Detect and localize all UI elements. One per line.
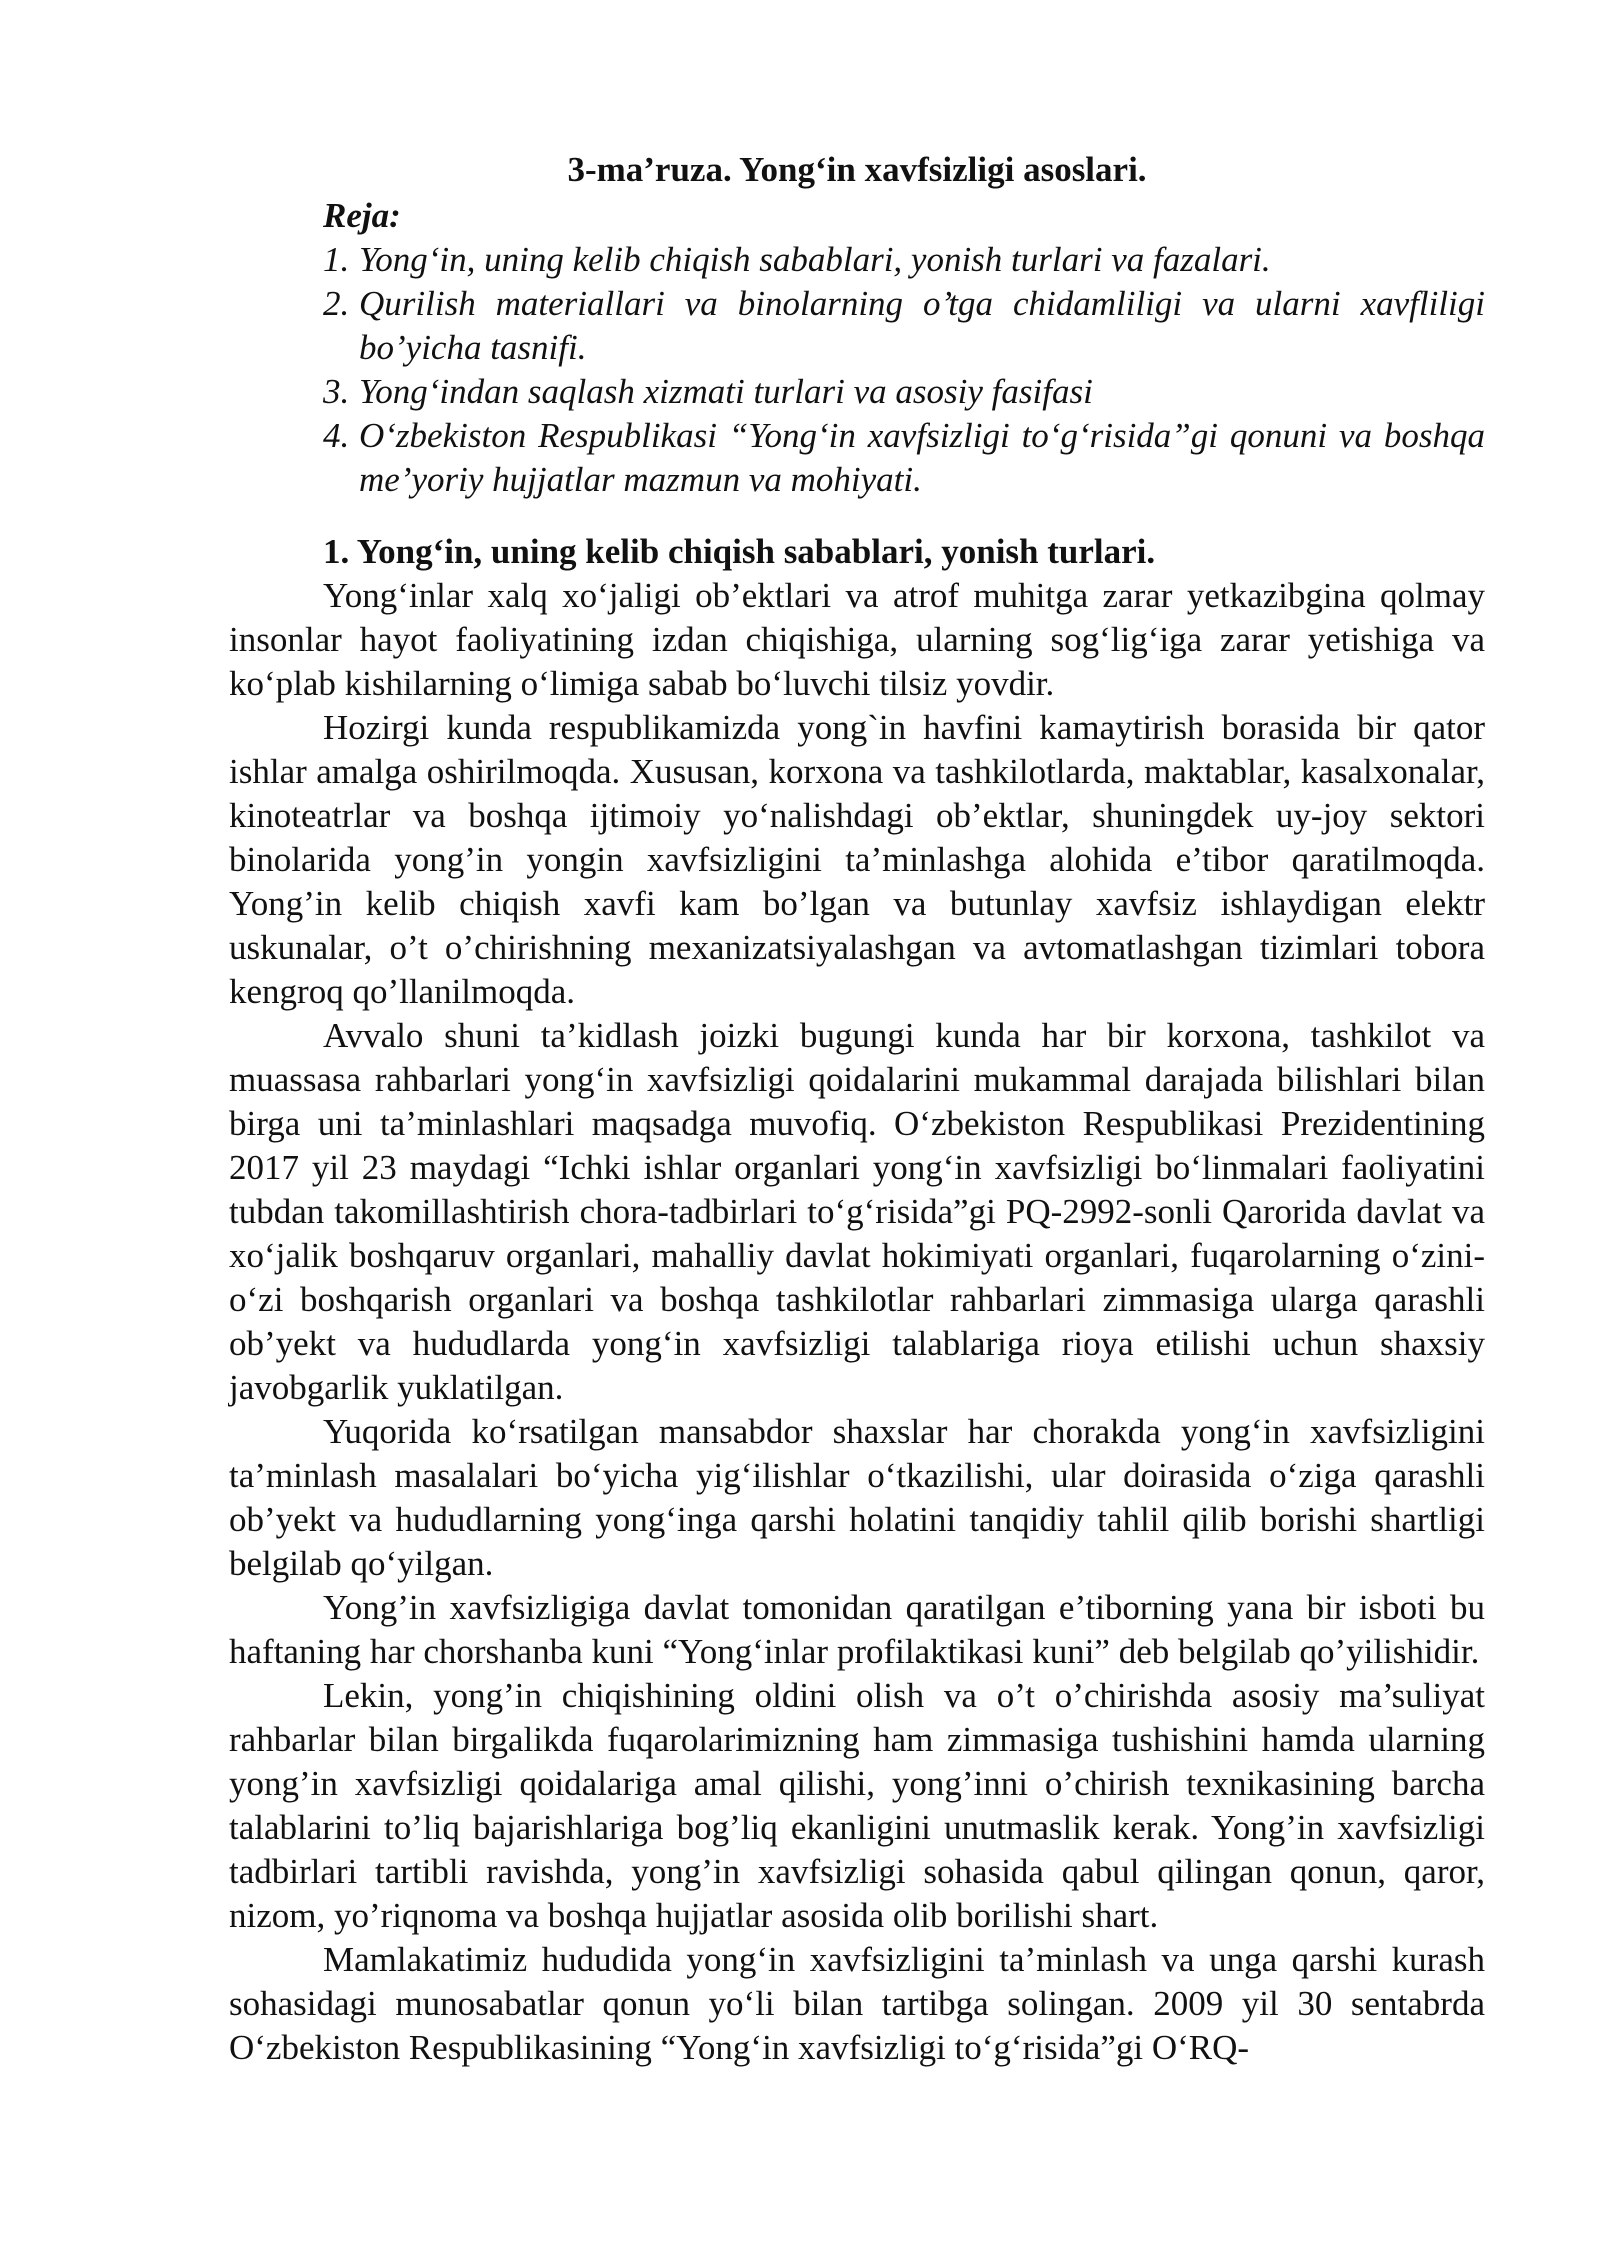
plan-item-text: Yong‘indan saqlash xizmati turlari va asosiy fasifasi bbox=[359, 372, 1093, 411]
body-paragraph: Yong’in xavfsizligiga davlat tomonidan qaratilgan e’tiborning yana bir isboti bu haftaning har chorshanba kuni “Yong‘inlar profilaktikasi kuni” deb belgilab qo’yilishidir. bbox=[229, 1588, 1485, 1671]
body-paragraph: Hozirgi kunda respublikamizda yong`in havfini kamaytirish borasida bir qator ishlar amalga oshirilmoqda. Xususan, korxona va tashkilotlarda, maktablar, kasalxonalar, kinoteatrlar va boshqa ijtimoiy yo‘nalishdagi ob’ektlar, shuningdek uy-joy sektori binolarida yong’in yongin xavfsizligini ta’minlashga alohida e’tibor qaratilmoqda. Yong’in kelib chiqish xavfi kam bo’lgan va butunlay xavfsiz ishlaydigan elektr uskunalar, o’t o’chirishning mexanizatsiyalashgan va avtomatlashgan tizimlari tobora kengroq qo’llanilmoqda. bbox=[229, 708, 1485, 1011]
body-paragraph: Yong‘inlar xalq xo‘jaligi ob’ektlari va atrof muhitga zarar yetkazibgina qolmay insonlar hayot faoliyatining izdan chiqishiga, ularning sog‘lig‘iga zarar yetishiga va ko‘plab kishilarning o‘limiga sabab bo‘luvchi tilsiz yovdir. bbox=[229, 576, 1485, 703]
plan-item bbox=[323, 282, 1485, 370]
plan-heading: Reja: bbox=[323, 196, 401, 235]
plan-item bbox=[323, 238, 1485, 282]
plan-item-text: Yong‘in, uning kelib chiqish sabablari, yonish turlari va fazalari. bbox=[359, 240, 1271, 279]
plan-item-number: 2. bbox=[323, 284, 350, 323]
plan-item-number: 1. bbox=[323, 240, 350, 279]
body-paragraph: Mamlakatimiz hududida yong‘in xavfsizligini ta’minlash va unga qarshi kurash sohasidagi munosabatlar qonun yo‘li bilan tartibga solingan. 2009 yil 30 sentabrda O‘zbekiston Respublikasining “Yong‘in xavfsizligi to‘g‘risida”gi O‘RQ- bbox=[229, 1940, 1485, 2067]
body-paragraph: Avvalo shuni ta’kidlash joizki bugungi kunda har bir korxona, tashkilot va muassasa rahbarlari yong‘in xavfsizligi qoidalarini mukammal darajada bilishlari bilan birga uni ta’minlashlari maqsadga muvofiq. O‘zbekiston Respublikasi Prezidentining 2017 yil 23 maydagi “Ichki ishlar organlari yong‘in xavfsizligi bo‘linmalari faoliyatini tubdan takomillashtirish chora-tadbirlari to‘g‘risida”gi PQ-2992-sonli Qarorida davlat va xo‘jalik boshqaruv organlari, mahalliy davlat hokimiyati organlari, fuqarolarning o‘zini-o‘zi boshqarish organlari va boshqa tashkilotlar rahbarlari zimmasiga ularga qarashli ob’yekt va hududlarda yong‘in xavfsizligi talablariga rioya etilishi uchun shaxsiy javobgarlik yuklatilgan. bbox=[229, 1016, 1485, 1407]
lecture-title: 3-ma’ruza. Yong‘in xavfsizligi asoslari. bbox=[567, 150, 1147, 189]
plan-item bbox=[323, 370, 1485, 414]
section-heading: 1. Yong‘in, uning kelib chiqish sabablari, yonish turlari. bbox=[323, 532, 1156, 571]
plan-item-text: O‘zbekiston Respublikasi “Yong‘in xavfsizligi to‘g‘risida”gi qonuni va boshqa me’yoriy hujjatlar mazmun va mohiyati. bbox=[359, 416, 1485, 499]
document-page bbox=[229, 148, 1485, 2070]
plan-list bbox=[229, 238, 1485, 502]
body-paragraph: Yuqorida ko‘rsatilgan mansabdor shaxslar har chorakda yong‘in xavfsizligini ta’minlash masalalari bo‘yicha yig‘ilishlar o‘tkazilishi, ular doirasida o‘ziga qarashli ob’yekt va hududlarning yong‘inga qarshi holatini tanqidiy tahlil qilib borishi shartligi belgilab qo‘yilgan. bbox=[229, 1412, 1485, 1583]
body-paragraph: Lekin, yong’in chiqishining oldini olish va o’t o’chirishda asosiy ma’suliyat rahbarlar bilan birgalikda fuqarolarimizning ham zimmasiga tushishini hamda ularning yong’in xavfsizligi qoidalariga amal qilishi, yong’inni o’chirish texnikasining barcha talablarini to’liq bajarishlariga bog’liq ekanligini unutmaslik kerak. Yong’in xavfsizligi tadbirlari tartibli ravishda, yong’in xavfsizligi sohasida qabul qilingan qonun, qaror, nizom, yo’riqnoma va boshqa hujjatlar asosida olib borilishi shart. bbox=[229, 1676, 1485, 1935]
plan-item-number: 3. bbox=[323, 372, 350, 411]
plan-item-text: Qurilish materiallari va binolarning o’tga chidamliligi va ularni xavfliligi bo’yicha tasnifi. bbox=[359, 284, 1485, 367]
plan-item-number: 4. bbox=[323, 416, 350, 455]
plan-item bbox=[323, 414, 1485, 502]
